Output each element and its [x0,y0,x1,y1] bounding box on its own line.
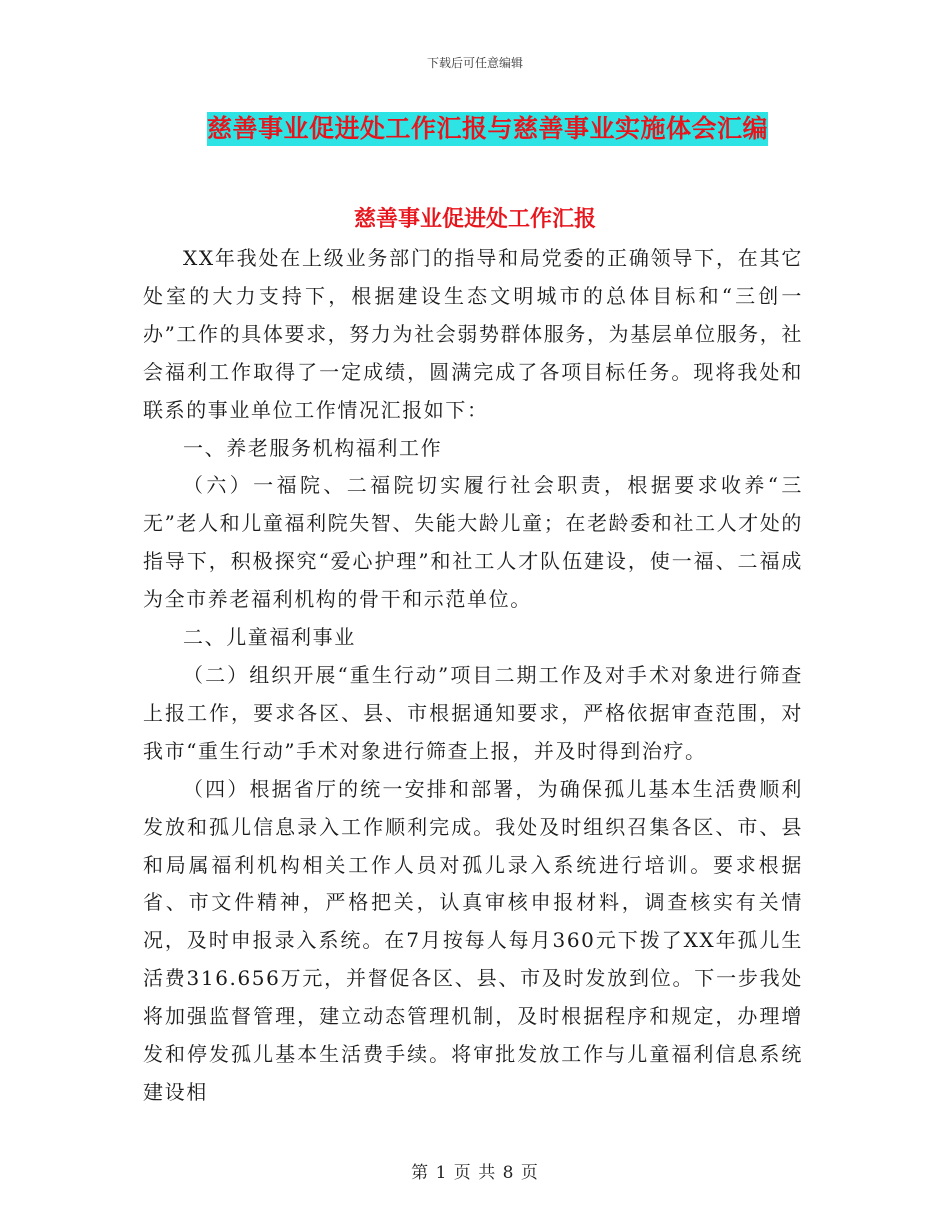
page-number: 第 1 页 共 8 页 [411,1163,539,1183]
paragraph-welfare-homes: （六）一福院、二福院切实履行社会职责，根据要求收养“三无”老人和儿童福利院失智、失能大龄儿童；在老龄委和社工人才处的指导下，积极探究“爱心护理”和社工人才队伍建设，使一福、二福成为全市养老福利机构的骨干和示范单位。 [143,473,803,612]
header-note: 下载后可任意编辑 [426,56,523,70]
paragraph-rebirth-action: （二）组织开展“重生行动”项目二期工作及对手术对象进行筛查上报工作，要求各区、县、市根据通知要求，严格依据审查范围，对我市“重生行动”手术对象进行筛查上报，并及时得到治疗。 [143,662,803,763]
heading-child-welfare: 二、儿童福利事业 [183,625,356,650]
document-title: 慈善事业促进处工作汇报与慈善事业实施体会汇编 [207,112,768,146]
paragraph-intro: XX年我处在上级业务部门的指导和局党委的正确领导下，在其它处室的大力支持下，根据建设生态文明城市的总体目标和“三创一办”工作的具体要求，努力为社会弱势群体服务，为基层单位服务，社会福利工作取得了一定成绩，圆满完成了各项目标任务。现将我处和联系的事业单位工作情况汇报如下： [143,246,803,422]
document-body [143,240,803,1112]
heading-elderly-welfare: 一、养老服务机构福利工作 [183,435,443,460]
paragraph-orphan-allowance: （四）根据省厅的统一安排和部署，为确保孤儿基本生活费顺利发放和孤儿信息录入工作顺利完成。我处及时组织召集各区、市、县和局属福利机构相关工作人员对孤儿录入系统进行培训。要求根据省、市文件精神，严格把关，认真审核申报材料，调查核实有关情况，及时申报录入系统。在7月按每人每月360元下拨了XX年孤儿生活费316.656万元，并督促各区、县、市及时发放到位。下一步我处将加强监督管理，建立动态管理机制，及时根据程序和规定，办理增发和停发孤儿基本生活费手续。将审批发放工作与儿童福利信息系统建设相 [143,776,803,1104]
section-title: 慈善事业促进处工作汇报 [353,206,596,232]
